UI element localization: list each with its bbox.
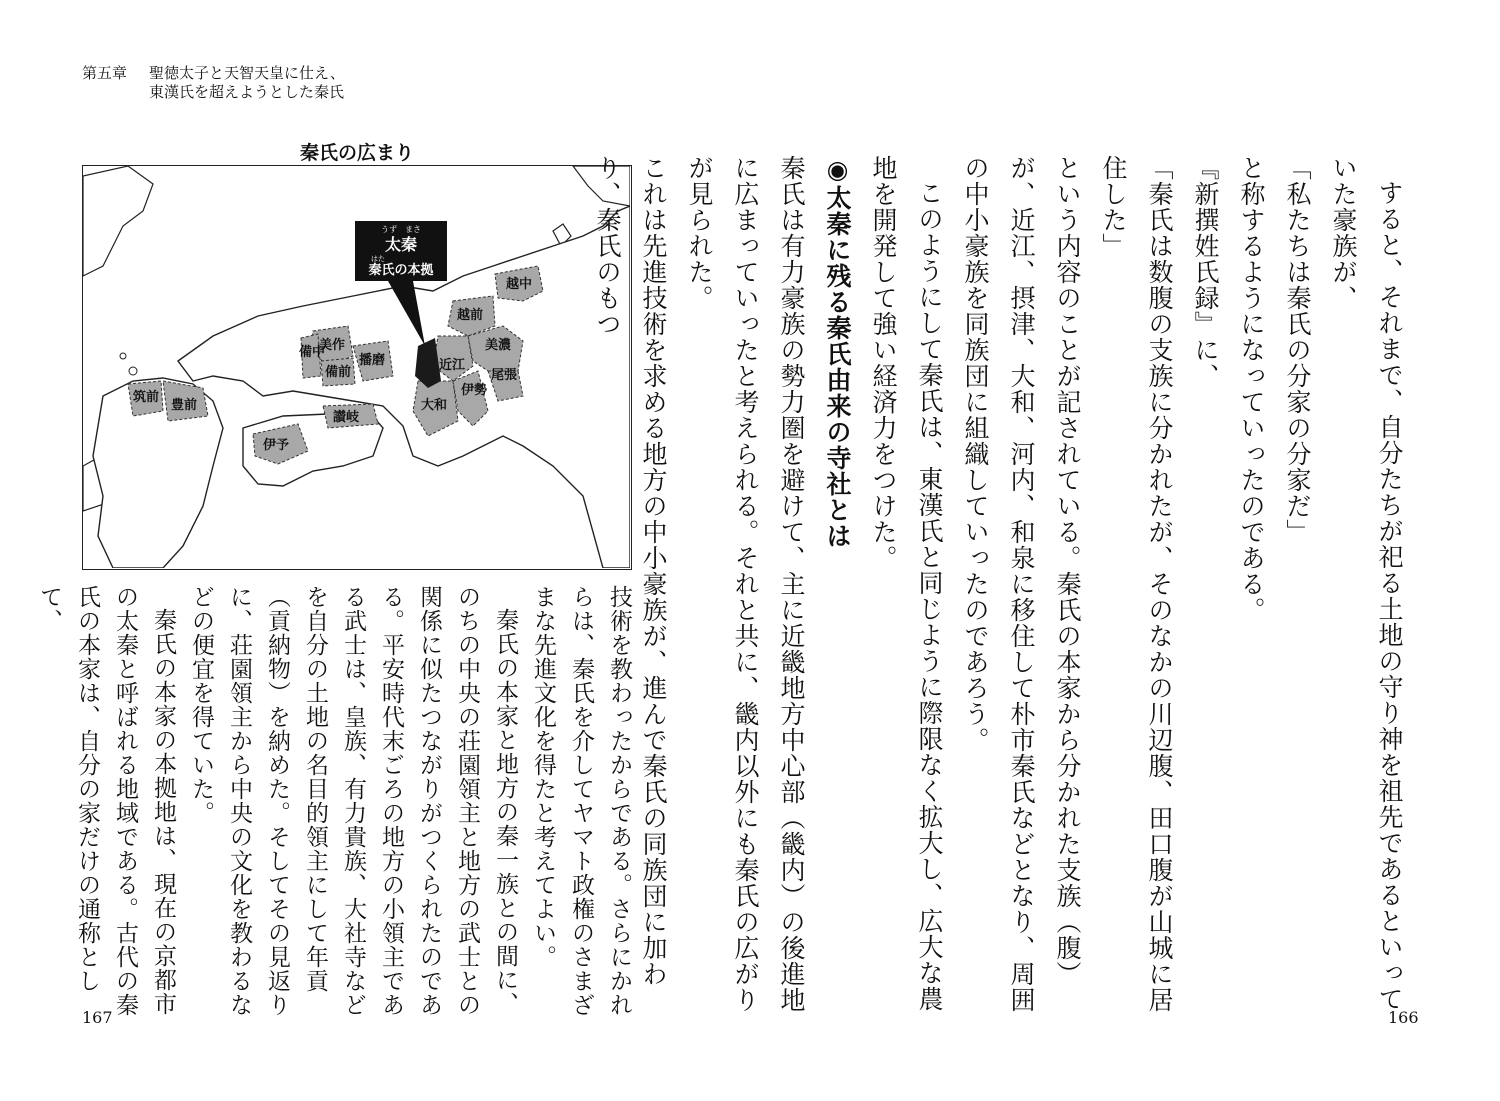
right-paragraph: 秦氏は有力豪族の勢力圏を避けて、主に近畿地方中心部（畿内）の後進地に広まっていったと考えられる。それと共に、畿内以外にも秦氏の広がりが見られた。 — [685, 155, 806, 1013]
right-paragraph: このようにして秦氏は、東漢氏と同じように際限なく拡大し、広大な農地を開発して強い経済力をつけた。 — [869, 155, 944, 1012]
label-mimasaka: 美作 — [319, 338, 346, 353]
label-harima: 播磨 — [359, 353, 386, 368]
page-number-right: 166 — [1388, 1008, 1419, 1027]
page-number-left: 167 — [82, 1008, 113, 1027]
callout-sub-ruby: はた — [371, 255, 385, 263]
chapter-title-line2: 東漢氏を超えようとした秦氏 — [149, 83, 345, 101]
chapter-title — [149, 64, 345, 102]
label-etchu: 越中 — [506, 277, 533, 292]
label-bitchu: 備中 — [299, 345, 326, 360]
label-chikuzen: 筑前 — [133, 390, 160, 405]
label-bizen: 備前 — [325, 365, 352, 380]
label-owari: 尾張 — [491, 368, 518, 383]
map-figure — [82, 165, 632, 570]
chapter-label: 第五章 — [82, 64, 128, 82]
right-paragraph: これは先進技術を求める地方の中小豪族が、進んで秦氏の同族団に加わり、秦氏のもつ — [593, 155, 668, 987]
right-paragraph: 『新撰姓氏録』に、 — [1191, 155, 1220, 389]
label-omi: 近江 — [439, 358, 466, 373]
callout-title: 太秦 — [384, 235, 418, 254]
callout-ruby: うず まさ — [381, 225, 421, 234]
left-paragraph: 秦氏の本家の本拠地は、現在の京都市の太秦と呼ばれる地域である。古代の秦氏の本家は、自分の家だけの通称として、 — [36, 585, 176, 1017]
chapter-title-line1: 聖徳太子と天智天皇に仕え、 — [149, 64, 345, 82]
left-page-body — [36, 585, 638, 1025]
running-header — [82, 64, 345, 102]
right-paragraph: という内容のことが記されている。秦氏の本家から分かれた支族（腹）が、近江、摂津、大和、河内、和泉に移住して朴市秦氏などとなり、周囲の中小豪族を同族団に組織していったのであろう。 — [961, 155, 1082, 1013]
right-paragraph: 「私たちは秦氏の分家の分家だ」 — [1283, 155, 1312, 545]
right-paragraph: すると、それまで、自分たちが祀る土地の守り神を祖先であるといっていた豪族が、 — [1329, 155, 1404, 1012]
map-title: 秦氏の広まり — [299, 142, 414, 164]
label-sanuki: 讃岐 — [333, 410, 360, 425]
right-paragraph: 「秦氏は数腹の支族に分かれたが、そのなかの川辺腹、田口腹が山城に居住した」 — [1099, 155, 1174, 1013]
label-iyo: 伊予 — [263, 438, 290, 453]
right-paragraph: と称するようになっていったのである。 — [1237, 155, 1266, 623]
callout-subtitle: 秦氏の本拠 — [368, 263, 434, 278]
left-paragraph: 技術を教わったからである。さらにかれらは、秦氏を介してヤマト政権のさまざまな先進文化を得たと考えてよい。 — [530, 585, 632, 1017]
label-mino: 美濃 — [485, 338, 512, 353]
label-yamato: 大和 — [421, 398, 448, 413]
japan-map — [83, 166, 630, 568]
label-ise: 伊勢 — [461, 383, 488, 398]
section-heading: ◉太秦に残る秦氏由来の寺社とは — [823, 155, 852, 549]
right-page-body — [593, 155, 1412, 1025]
label-echizen: 越前 — [457, 308, 484, 323]
left-paragraph: 秦氏の本家と地方の秦一族との間に、のちの中央の荘園領主と地方の武士との関係に似たつながりがつくられたのである。平安時代末ごろの地方の小領主である武士は、皇族、有力貴族、大社寺などを自分の土地の名目的領主にして年貢（貢納物）を納めた。そしてその見返りに、荘園領主から中央の文化を教わるなどの便宜を得ていた。 — [188, 585, 518, 1017]
label-buzen: 豊前 — [171, 398, 198, 413]
